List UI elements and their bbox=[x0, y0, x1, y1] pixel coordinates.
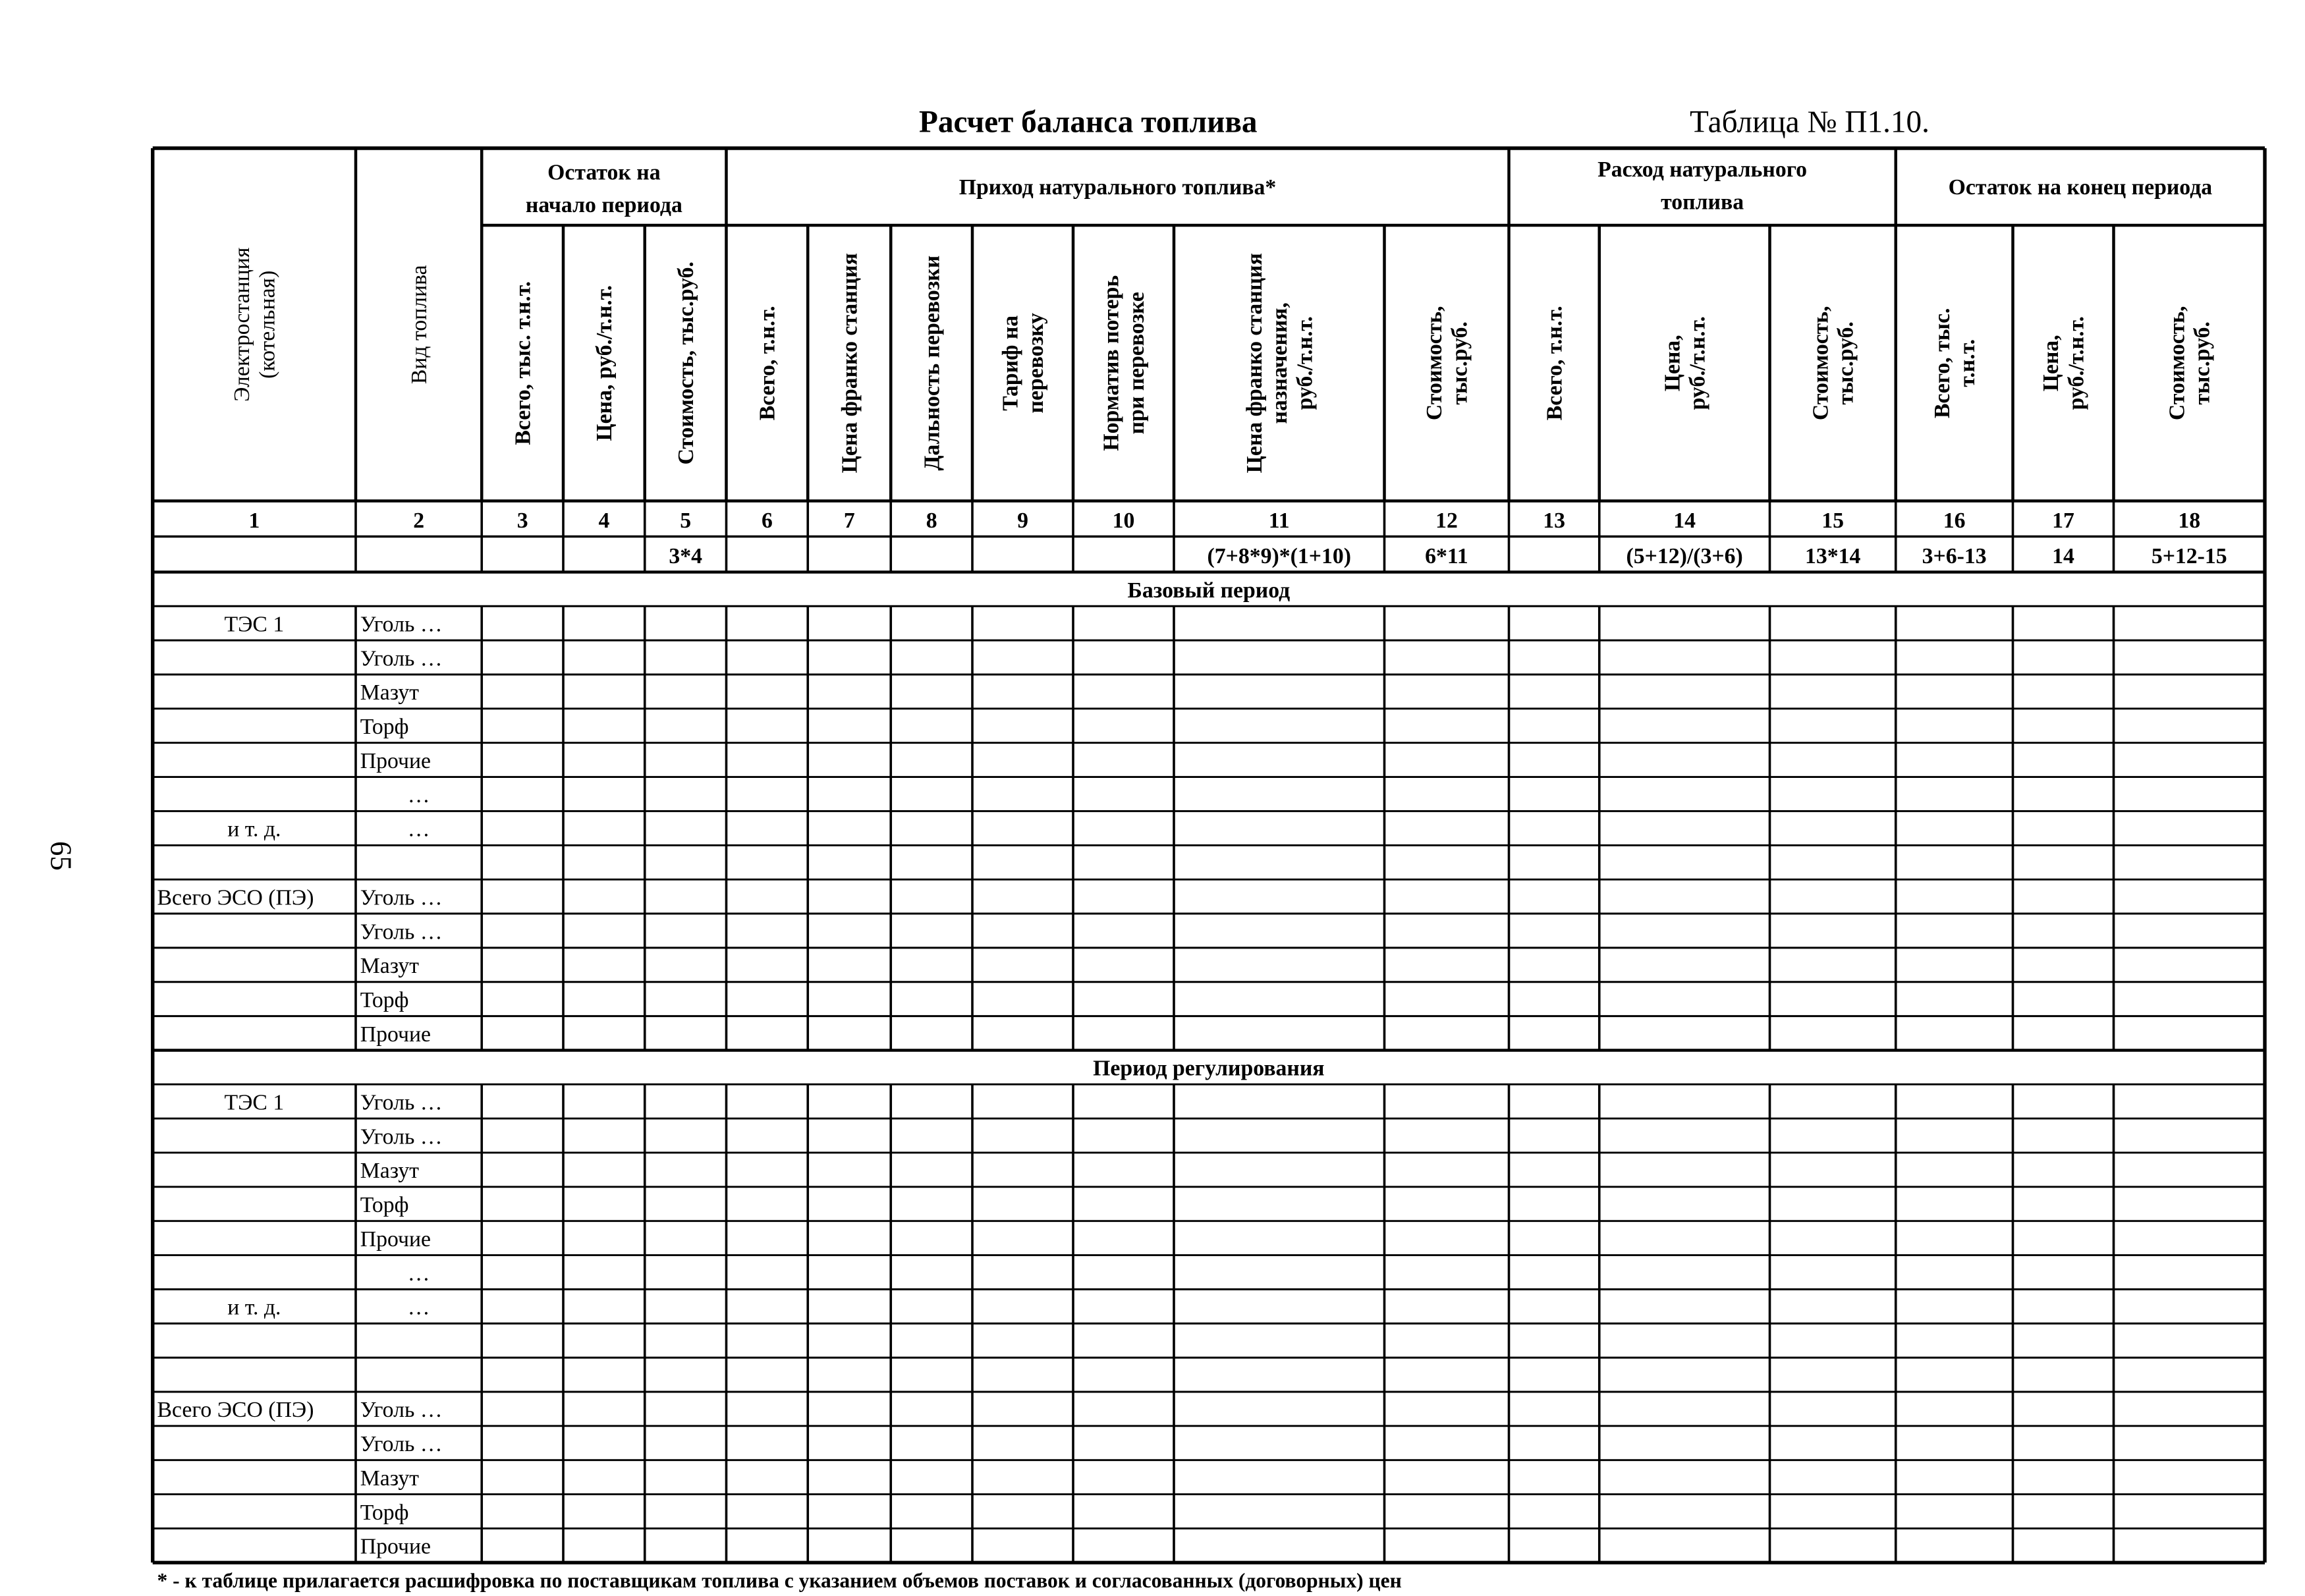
column-number-11: 11 bbox=[1268, 509, 1290, 534]
fuel-type: Мазут bbox=[360, 954, 419, 979]
fuel-type: Торф bbox=[360, 715, 409, 740]
station-name: Всего ЭСО (ПЭ) bbox=[157, 885, 314, 910]
svg-text:тыс.руб.: тыс.руб. bbox=[1833, 321, 1858, 405]
column-formula-5: 3*4 bbox=[669, 544, 702, 569]
column-number-16: 16 bbox=[1943, 509, 1966, 534]
column-header-17 bbox=[2039, 316, 2088, 410]
column-number-13: 13 bbox=[1543, 509, 1565, 534]
svg-text:Стоимость,: Стоимость, bbox=[2165, 306, 2190, 421]
section-title: Базовый период bbox=[1127, 578, 1291, 603]
column-number-12: 12 bbox=[1435, 509, 1458, 534]
station-name: ТЭС 1 bbox=[224, 1090, 285, 1115]
page-title: Расчет баланса топлива bbox=[919, 103, 1258, 140]
column-number-14: 14 bbox=[1673, 509, 1696, 534]
column-number-4: 4 bbox=[598, 509, 610, 534]
fuel-type: Уголь … bbox=[360, 646, 443, 671]
svg-text:Всего, тыс. т.н.т.: Всего, тыс. т.н.т. bbox=[511, 281, 536, 445]
svg-text:т.н.т.: т.н.т. bbox=[1955, 339, 1980, 387]
column-formula-17: 14 bbox=[2052, 544, 2074, 569]
column-header-12 bbox=[1422, 306, 1472, 420]
svg-text:Всего, тыс.: Всего, тыс. bbox=[1930, 308, 1955, 418]
svg-text:тыс.руб.: тыс.руб. bbox=[2190, 321, 2215, 405]
column-header-8 bbox=[920, 256, 944, 471]
column-number-7: 7 bbox=[843, 509, 855, 534]
fuel-type: Уголь … bbox=[360, 612, 443, 637]
group-consumption: Расход натурального bbox=[1597, 157, 1808, 182]
column-header-10 bbox=[1099, 275, 1149, 451]
svg-text:перевозку: перевозку bbox=[1023, 313, 1048, 414]
column-header-11 bbox=[1242, 253, 1318, 473]
svg-text:Цена франко станция: Цена франко станция bbox=[837, 253, 862, 474]
svg-text:Вид топлива: Вид топлива bbox=[406, 265, 431, 385]
column-formula-16: 3+6-13 bbox=[1922, 544, 1987, 569]
column-number-8: 8 bbox=[926, 509, 937, 534]
fuel-type: … bbox=[407, 783, 430, 808]
column-number-2: 2 bbox=[413, 509, 425, 534]
group-start-balance: Остаток на bbox=[547, 160, 661, 185]
station-name: и т. д. bbox=[227, 1295, 281, 1320]
group-consumption: топлива bbox=[1661, 190, 1744, 215]
column-header-6 bbox=[756, 306, 780, 420]
svg-text:(котельная): (котельная) bbox=[255, 270, 280, 379]
svg-text:Цена,: Цена, bbox=[2039, 335, 2064, 392]
fuel-type: Торф bbox=[360, 1193, 409, 1218]
svg-text:Стоимость,: Стоимость, bbox=[1808, 306, 1833, 421]
footnote: * - к таблице прилагается расшифровка по поставщикам топлива с указанием объемов поставок и согласованных (договорных) цен bbox=[157, 1571, 1402, 1593]
group-intake: Приход натурального топлива* bbox=[958, 175, 1277, 200]
column-number-18: 18 bbox=[2178, 509, 2201, 534]
column-formula-14: (5+12)/(3+6) bbox=[1626, 544, 1743, 569]
svg-text:Тариф на: Тариф на bbox=[998, 315, 1023, 411]
column-header-5 bbox=[674, 261, 698, 465]
group-start-balance: начало периода bbox=[525, 192, 682, 217]
fuel-type: Торф bbox=[360, 987, 409, 1012]
fuel-type: Мазут bbox=[360, 1159, 419, 1184]
fuel-type: Прочие bbox=[360, 748, 431, 773]
svg-text:Электростанция: Электростанция bbox=[230, 247, 254, 402]
fuel-type: Мазут bbox=[360, 1466, 419, 1491]
column-header-4 bbox=[592, 285, 617, 441]
column-number-5: 5 bbox=[680, 509, 692, 534]
fuel-type: Прочие bbox=[360, 1534, 431, 1559]
column-header-9 bbox=[999, 313, 1048, 414]
svg-text:назначения,: назначения, bbox=[1267, 302, 1292, 424]
column-header-7 bbox=[838, 253, 862, 473]
column-header-14 bbox=[1660, 316, 1709, 410]
fuel-type: Уголь … bbox=[360, 920, 443, 945]
fuel-type: Уголь … bbox=[360, 1398, 443, 1423]
fuel-type: Прочие bbox=[360, 1022, 431, 1047]
station-name: ТЭС 1 bbox=[224, 612, 285, 637]
svg-text:руб./т.н.т.: руб./т.н.т. bbox=[1292, 316, 1318, 410]
column-formula-11: (7+8*9)*(1+10) bbox=[1207, 544, 1351, 569]
svg-text:Стоимость,: Стоимость, bbox=[1422, 306, 1447, 421]
svg-text:Дальность перевозки: Дальность перевозки bbox=[920, 255, 945, 471]
svg-text:руб./т.н.т.: руб./т.н.т. bbox=[1685, 316, 1710, 410]
table-number: Таблица № П1.10. bbox=[1690, 103, 1930, 140]
column-number-15: 15 bbox=[1821, 509, 1844, 534]
fuel-type: Торф bbox=[360, 1500, 409, 1525]
svg-text:Цена, руб./т.н.т.: Цена, руб./т.н.т. bbox=[592, 285, 617, 441]
fuel-type: … bbox=[407, 1295, 430, 1320]
svg-text:Стоимость, тыс.руб.: Стоимость, тыс.руб. bbox=[673, 261, 698, 465]
column-number-1: 1 bbox=[248, 509, 260, 534]
station-name: Всего ЭСО (ПЭ) bbox=[157, 1398, 314, 1423]
fuel-type: Мазут bbox=[360, 680, 419, 705]
svg-text:Цена франко станция: Цена франко станция bbox=[1242, 253, 1267, 474]
column-header-1 bbox=[230, 248, 279, 402]
column-header-13 bbox=[1542, 306, 1567, 420]
column-header-15 bbox=[1808, 306, 1858, 420]
fuel-type: Уголь … bbox=[360, 1090, 443, 1115]
svg-text:тыс.руб.: тыс.руб. bbox=[1447, 321, 1472, 405]
fuel-type: Прочие bbox=[360, 1226, 431, 1252]
column-header-2 bbox=[407, 265, 431, 384]
group-end-balance: Остаток на конец периода bbox=[1948, 175, 2213, 200]
column-formula-12: 6*11 bbox=[1425, 544, 1468, 569]
fuel-type: Уголь … bbox=[360, 1124, 443, 1149]
page-number: 65 bbox=[43, 840, 76, 871]
column-number-6: 6 bbox=[761, 509, 773, 534]
svg-text:Всего, т.н.т.: Всего, т.н.т. bbox=[1542, 306, 1567, 421]
fuel-type: … bbox=[407, 817, 430, 842]
svg-text:руб./т.н.т.: руб./т.н.т. bbox=[2064, 316, 2089, 410]
column-number-3: 3 bbox=[516, 509, 528, 534]
column-number-10: 10 bbox=[1112, 509, 1135, 534]
column-header-3 bbox=[511, 281, 535, 445]
svg-text:при перевозке: при перевозке bbox=[1124, 292, 1149, 435]
svg-text:Всего, т.н.т.: Всего, т.н.т. bbox=[755, 306, 780, 421]
column-header-18 bbox=[2165, 306, 2214, 420]
column-formula-15: 13*14 bbox=[1804, 544, 1861, 569]
column-formula-18: 5+12-15 bbox=[2151, 544, 2227, 569]
fuel-type: Уголь … bbox=[360, 885, 443, 910]
svg-text:Цена,: Цена, bbox=[1660, 335, 1685, 392]
fuel-type: … bbox=[407, 1261, 430, 1286]
column-number-9: 9 bbox=[1017, 509, 1028, 534]
station-name: и т. д. bbox=[227, 817, 281, 842]
fuel-type: Уголь … bbox=[360, 1432, 443, 1457]
svg-text:Норматив потерь: Норматив потерь bbox=[1099, 275, 1124, 451]
column-header-16 bbox=[1930, 308, 1980, 418]
section-title: Период регулирования bbox=[1093, 1056, 1325, 1081]
column-number-17: 17 bbox=[2052, 509, 2074, 534]
